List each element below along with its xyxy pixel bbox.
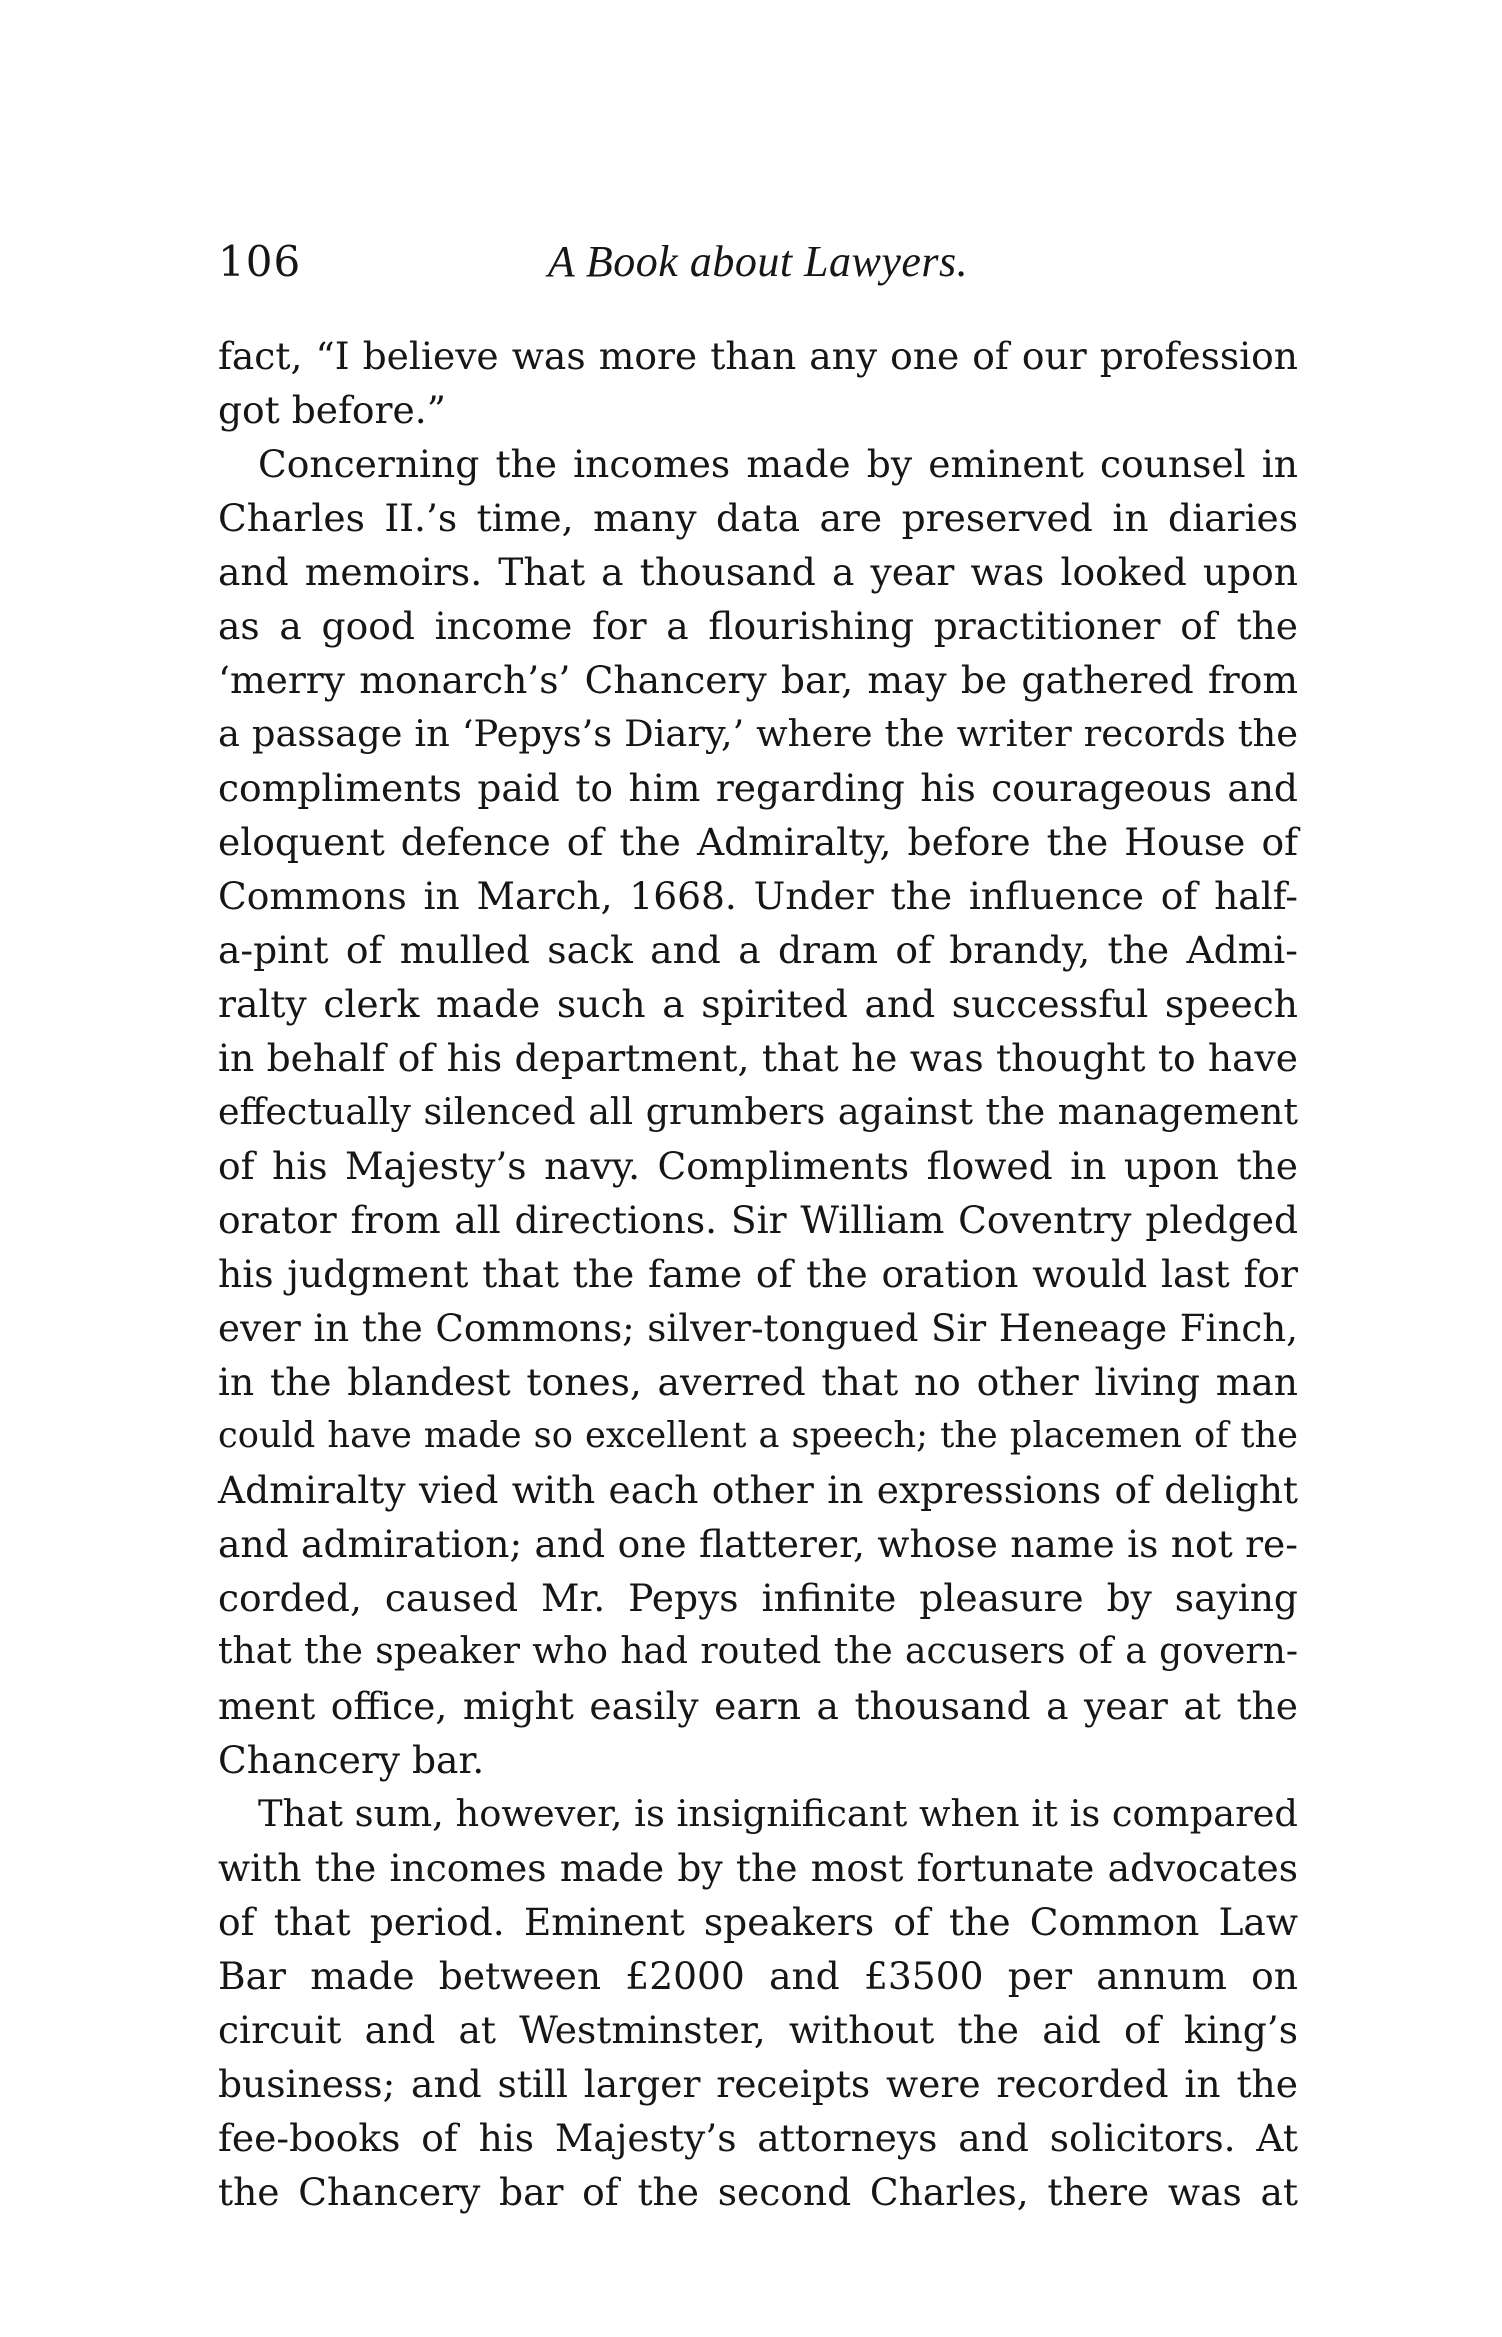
text-line: got before.” <box>218 388 446 432</box>
text-line: could have made so excellent a speech; the placemen of the <box>218 1415 1298 1456</box>
text-line: that the speaker who had routed the accusers of a govern- <box>218 1631 1298 1672</box>
text-line: in behalf of his department, that he was thought to have <box>218 1036 1298 1080</box>
text-line: That sum, however, is insignificant when it is compared <box>258 1792 1298 1835</box>
text-line: with the incomes made by the most fortunate advocates <box>218 1846 1298 1890</box>
text-line: fee-books of his Majesty’s attorneys and solicitors. At <box>218 2116 1298 2160</box>
text-line: and memoirs. That a thousand a year was looked upon <box>218 550 1298 594</box>
text-line: Commons in March, 1668. Under the influence of half- <box>218 874 1298 918</box>
text-line: ralty clerk made such a spirited and successful speech <box>218 982 1298 1026</box>
text-line: Admiralty vied with each other in expressions of delight <box>218 1468 1298 1512</box>
text-line: business; and still larger receipts were recorded in the <box>218 2062 1298 2106</box>
text-line: a-pint of mulled sack and a dram of brandy, the Admi- <box>218 928 1298 972</box>
text-line: of his Majesty’s navy. Compliments flowed in upon the <box>218 1144 1298 1188</box>
text-line: ‘merry monarch’s’ Chancery bar, may be gathered from <box>218 658 1298 702</box>
text-line: fact, “I believe was more than any one of our profession <box>218 334 1298 378</box>
text-line: a passage in ‘Pepys’s Diary,’ where the writer records the <box>218 712 1298 755</box>
running-title: A Book about Lawyers. <box>547 237 969 286</box>
text-line: as a good income for a flourishing practitioner of the <box>218 604 1298 648</box>
text-line: orator from all directions. Sir William Coventry pledged <box>218 1198 1298 1242</box>
text-line: in the blandest tones, averred that no other living man <box>218 1360 1298 1404</box>
running-head <box>218 232 1298 292</box>
text-line: compliments paid to him regarding his courageous and <box>218 766 1298 810</box>
text-line: Bar made between £2000 and £3500 per annum on <box>218 1954 1298 1998</box>
body-text <box>218 329 1298 2219</box>
text-line: Charles II.’s time, many data are preserved in diaries <box>218 496 1298 540</box>
text-line: ever in the Commons; silver-tongued Sir Heneage Finch, <box>218 1306 1298 1350</box>
text-line: of that period. Eminent speakers of the Common Law <box>218 1900 1298 1944</box>
text-line: eloquent defence of the Admiralty, before the House of <box>218 820 1298 864</box>
text-line: his judgment that the fame of the oration would last for <box>218 1252 1298 1296</box>
text-line: ment office, might easily earn a thousand a year at the <box>218 1684 1298 1728</box>
text-line: corded, caused Mr. Pepys infinite pleasure by saying <box>218 1576 1298 1620</box>
text-line: Chancery bar. <box>218 1738 485 1782</box>
text-line: Concerning the incomes made by eminent counsel in <box>258 442 1298 486</box>
text-line: the Chancery bar of the second Charles, there was at <box>218 2170 1298 2214</box>
text-line: and admiration; and one flatterer, whose name is not re- <box>218 1522 1298 1566</box>
text-line: circuit and at Westminster, without the aid of king’s <box>218 2008 1298 2052</box>
page-number: 106 <box>218 237 302 286</box>
text-line: effectually silenced all grumbers against the management <box>218 1090 1298 1133</box>
